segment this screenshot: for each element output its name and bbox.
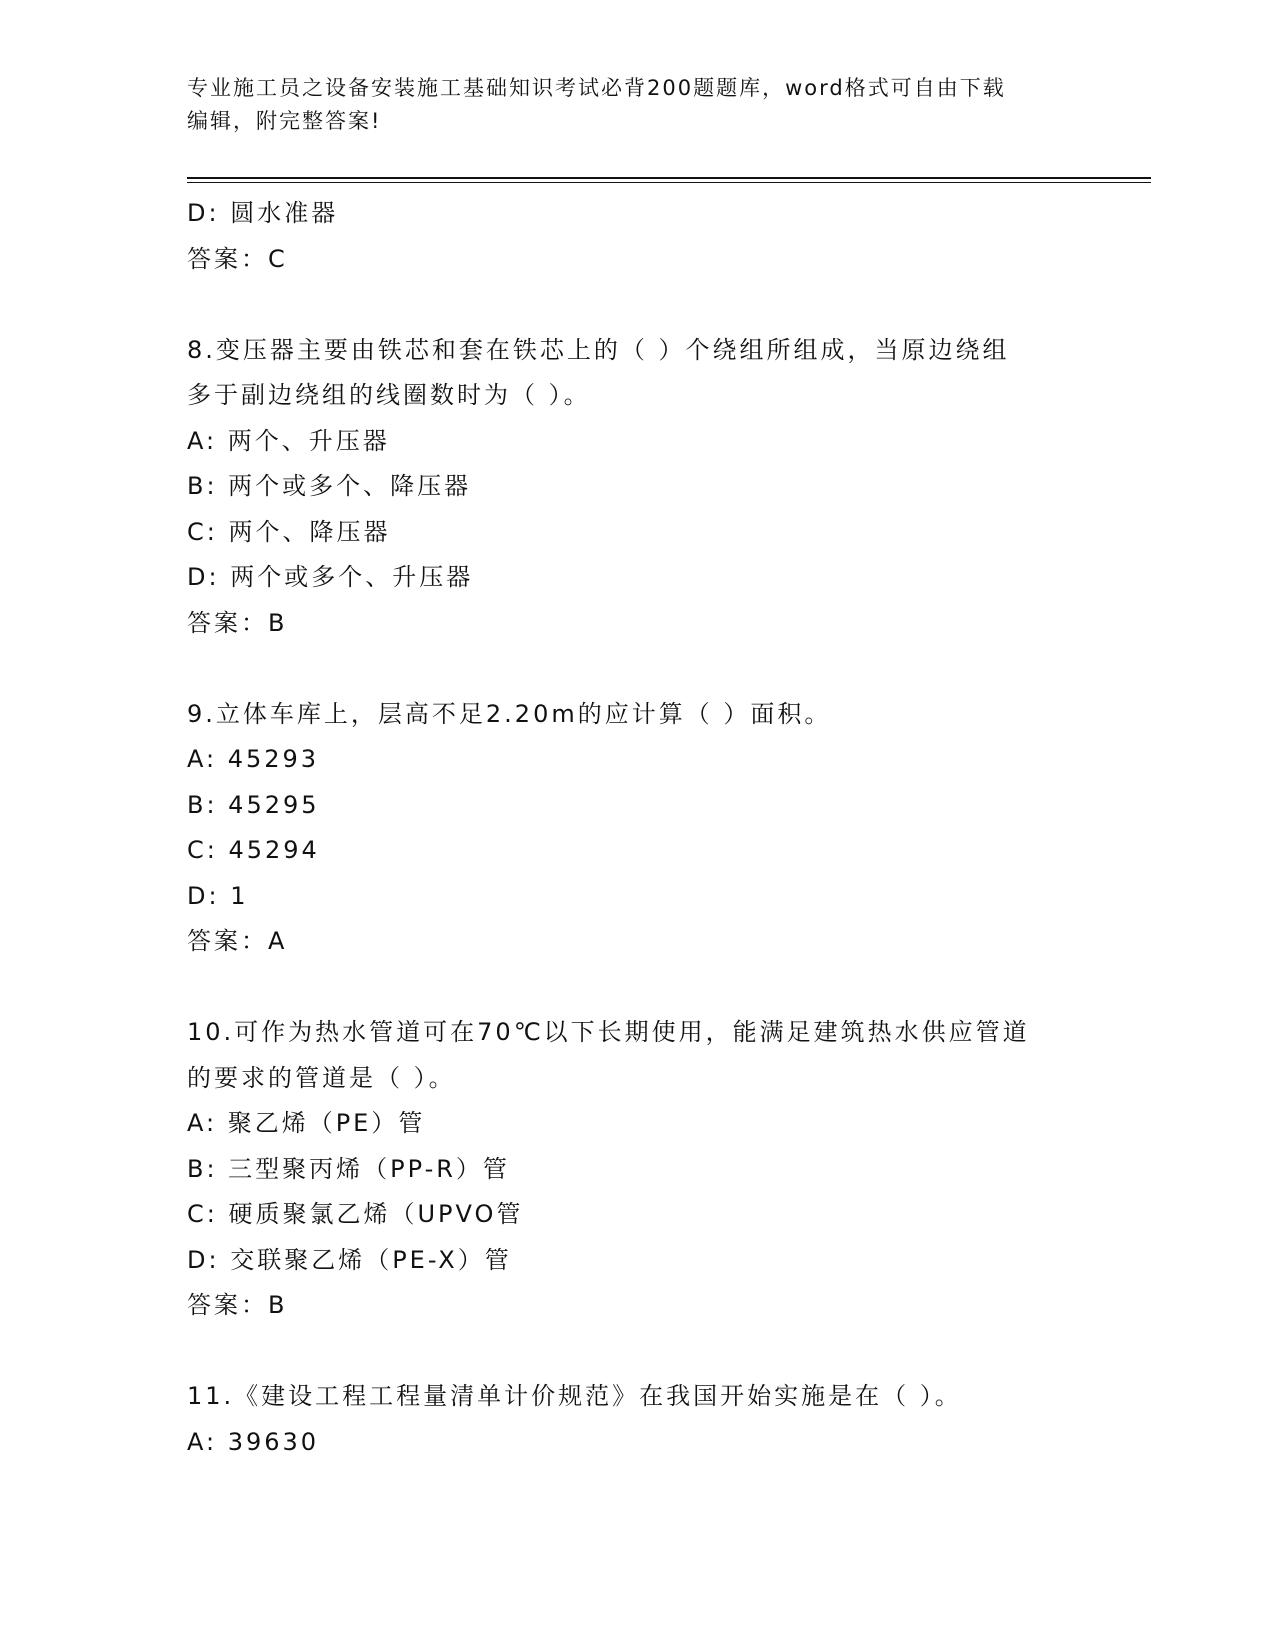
header-title-line-2: 编辑，附完整答案! — [187, 109, 382, 133]
spacer — [187, 965, 1087, 1011]
option-c: C: 45294 — [187, 836, 320, 864]
question-block-9 — [187, 692, 1087, 965]
question-text-line-2: 多于副边绕组的线圈数时为（ ）。 — [187, 381, 591, 409]
question-block-11 — [187, 1374, 1087, 1465]
option-d: D: 圆水准器 — [187, 199, 339, 227]
question-text-line-1: 11.《建设工程工程量清单计价规范》在我国开始实施是在（ ）。 — [187, 1382, 962, 1410]
page-header — [187, 72, 1087, 138]
option-d: D: 1 — [187, 881, 249, 910]
option-b: B: 45295 — [187, 790, 320, 819]
question-block-10 — [187, 1010, 1087, 1329]
option-d: D: 两个或多个、升压器 — [187, 563, 474, 591]
option-c: C: 两个、降压器 — [187, 517, 391, 546]
option-a: A: 45293 — [187, 745, 320, 773]
option-a: A: 聚乙烯（PE）管 — [187, 1109, 426, 1137]
option-b: B: 两个或多个、降压器 — [187, 472, 472, 500]
question-block-prev — [187, 191, 1087, 282]
header-divider-thick — [187, 177, 1151, 179]
question-text-line-1: 9.立体车库上，层高不足2.20m的应计算（ ）面积。 — [187, 699, 832, 728]
spacer — [187, 1329, 1087, 1375]
header-divider-thin — [187, 182, 1151, 183]
spacer — [187, 646, 1087, 692]
option-a: A: 39630 — [187, 1427, 320, 1456]
answer-line: 答案：B — [187, 1291, 288, 1319]
question-text-line-2: 的要求的管道是（ ）。 — [187, 1063, 456, 1092]
spacer — [187, 282, 1087, 328]
question-list — [187, 191, 1087, 1465]
question-text-line-1: 8.变压器主要由铁芯和套在铁芯上的（ ）个绕组所组成，当原边绕组 — [187, 335, 1010, 364]
answer-line: 答案：B — [187, 608, 288, 637]
option-d: D: 交联聚乙烯（PE-X）管 — [187, 1245, 512, 1274]
header-title-line-1: 专业施工员之设备安装施工基础知识考试必背200题题库，word格式可自由下载 — [187, 76, 1006, 100]
answer-line: 答案：A — [187, 927, 288, 955]
option-a: A: 两个、升压器 — [187, 426, 390, 455]
option-c: C: 硬质聚氯乙烯（UPVO管 — [187, 1200, 524, 1228]
option-b: B: 三型聚丙烯（PP-R）管 — [187, 1154, 510, 1183]
question-block-8 — [187, 328, 1087, 647]
answer-line: 答案：C — [187, 244, 288, 273]
question-text-line-1: 10.可作为热水管道可在70℃以下长期使用，能满足建筑热水供应管道 — [187, 1018, 1030, 1046]
